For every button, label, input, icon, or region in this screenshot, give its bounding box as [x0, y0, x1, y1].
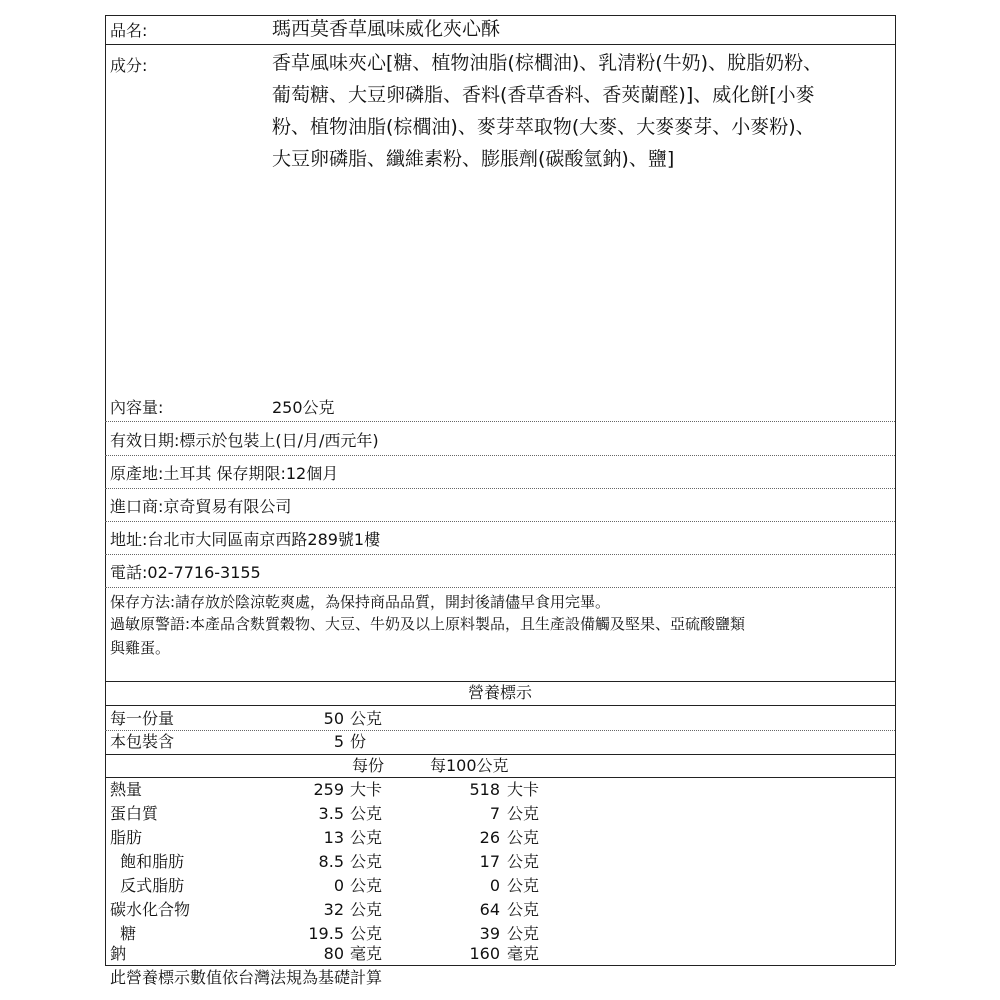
per-serving-value: 0 [333, 876, 344, 895]
per-serving-value: 32 [323, 900, 344, 919]
row-divider [105, 455, 895, 456]
ingredients-line: 香草風味夾心[糖、植物油脂(棕櫚油)、乳清粉(牛奶)、脫脂奶粉、 [272, 52, 823, 74]
nutrient-name: 碳水化合物 [110, 900, 191, 919]
per-serving-unit: 公克 [350, 852, 383, 871]
ingredients-line: 葡萄糖、大豆卵磷脂、香料(香草香料、香莢蘭醛)]、威化餅[小麥 [272, 84, 815, 106]
ingredients-line: 粉、植物油脂(棕櫚油)、麥芽萃取物(大麥、大麥麥芽、小麥粉)、 [272, 116, 815, 138]
per-100g-unit: 公克 [507, 828, 540, 847]
serving-size-unit: 公克 [350, 709, 383, 728]
per-serving-unit: 公克 [350, 804, 383, 823]
nutrient-name: 脂肪 [110, 828, 143, 847]
expiry-text: 有效日期:標示於包裝上(日/月/西元年) [110, 431, 379, 450]
allergen-line: 過敏原警語:本產品含麩質穀物、大豆、牛奶及以上原料製品，且生產設備觸及堅果、亞硫酸鹽類 [110, 615, 746, 633]
nutrient-name: 蛋白質 [110, 804, 159, 823]
content-label: 內容量: [110, 398, 164, 417]
nutrition-right-line [895, 681, 896, 965]
nutrition-top-line [105, 681, 895, 682]
nutrition-row-divider [105, 730, 895, 731]
per-100g-unit: 公克 [507, 924, 540, 943]
nutrient-name: 熱量 [110, 780, 143, 799]
per-serving-unit: 公克 [350, 924, 383, 943]
row-divider [105, 554, 895, 555]
per-100g-unit: 公克 [507, 876, 540, 895]
per-100g-value: 7 [489, 804, 500, 823]
nutrition-left-line [105, 681, 106, 965]
per-serving-unit: 公克 [350, 876, 383, 895]
storage-text: 保存方法:請存放於陰涼乾爽處，為保持商品品質，開封後請儘早食用完畢。 [110, 593, 611, 611]
per-100g-value: 64 [479, 900, 500, 919]
row-divider [105, 488, 895, 489]
frame-right-line [895, 15, 896, 681]
allergen-line: 與雞蛋。 [110, 639, 171, 657]
servings-value: 5 [333, 732, 344, 751]
row-divider [105, 44, 895, 45]
servings-label: 本包裝含 [110, 732, 175, 751]
ingredients-label: 成分: [110, 56, 148, 75]
nutrition-footnote: 此營養標示數值依台灣法規為基礎計算 [110, 968, 383, 987]
per-serving-value: 80 [323, 944, 344, 963]
product-name-label: 品名: [110, 21, 148, 40]
per-serving-value: 19.5 [308, 924, 344, 943]
per-serving-value: 259 [313, 780, 344, 799]
per-100g-value: 26 [479, 828, 500, 847]
nutrient-name: 糖 [110, 924, 137, 943]
product-name: 瑪西莫香草風味威化夾心酥 [272, 18, 501, 40]
per-100g-value: 518 [469, 780, 500, 799]
per-100g-value: 160 [469, 944, 500, 963]
per-serving-unit: 大卡 [350, 780, 383, 799]
per-100g-unit: 公克 [507, 804, 540, 823]
ingredients-line: 大豆卵磷脂、纖維素粉、膨脹劑(碳酸氫鈉)、鹽] [272, 148, 675, 170]
row-divider [105, 587, 895, 588]
serving-size-value: 50 [323, 709, 344, 728]
servings-unit: 份 [350, 732, 367, 751]
address-text: 地址:台北市大同區南京西路289號1樓 [110, 530, 381, 549]
importer-text: 進口商:京奇貿易有限公司 [110, 497, 292, 516]
per-serving-value: 3.5 [318, 804, 344, 823]
row-divider [105, 421, 895, 422]
row-divider [105, 521, 895, 522]
per-serving-value: 13 [323, 828, 344, 847]
frame-left-line [105, 15, 106, 681]
per-serving-unit: 公克 [350, 900, 383, 919]
per-100g-unit: 大卡 [507, 780, 540, 799]
nutrition-bottom-line [105, 965, 895, 966]
per-100g-value: 17 [479, 852, 500, 871]
nutrition-divider [105, 705, 895, 706]
per-100g-value: 0 [489, 876, 500, 895]
per-100g-unit: 公克 [507, 900, 540, 919]
per-serving-value: 8.5 [318, 852, 344, 871]
col-per-100g: 每100公克 [430, 756, 509, 775]
origin-text: 原產地:土耳其 保存期限:12個月 [110, 464, 339, 483]
nutrition-title: 營養標示 [467, 683, 532, 702]
per-serving-unit: 毫克 [350, 944, 383, 963]
col-per-serving: 每份 [352, 756, 385, 775]
nutrient-name: 反式脂肪 [110, 876, 185, 895]
nutrition-divider [105, 754, 895, 755]
per-100g-unit: 公克 [507, 852, 540, 871]
nutrient-name: 飽和脂肪 [110, 852, 185, 871]
serving-size-label: 每一份量 [110, 709, 175, 728]
phone-text: 電話:02-7716-3155 [110, 563, 261, 582]
nutrition-divider [105, 777, 895, 778]
nutrient-name: 鈉 [110, 944, 127, 963]
content-value: 250公克 [272, 398, 335, 417]
per-100g-unit: 毫克 [507, 944, 540, 963]
per-serving-unit: 公克 [350, 828, 383, 847]
per-100g-value: 39 [479, 924, 500, 943]
